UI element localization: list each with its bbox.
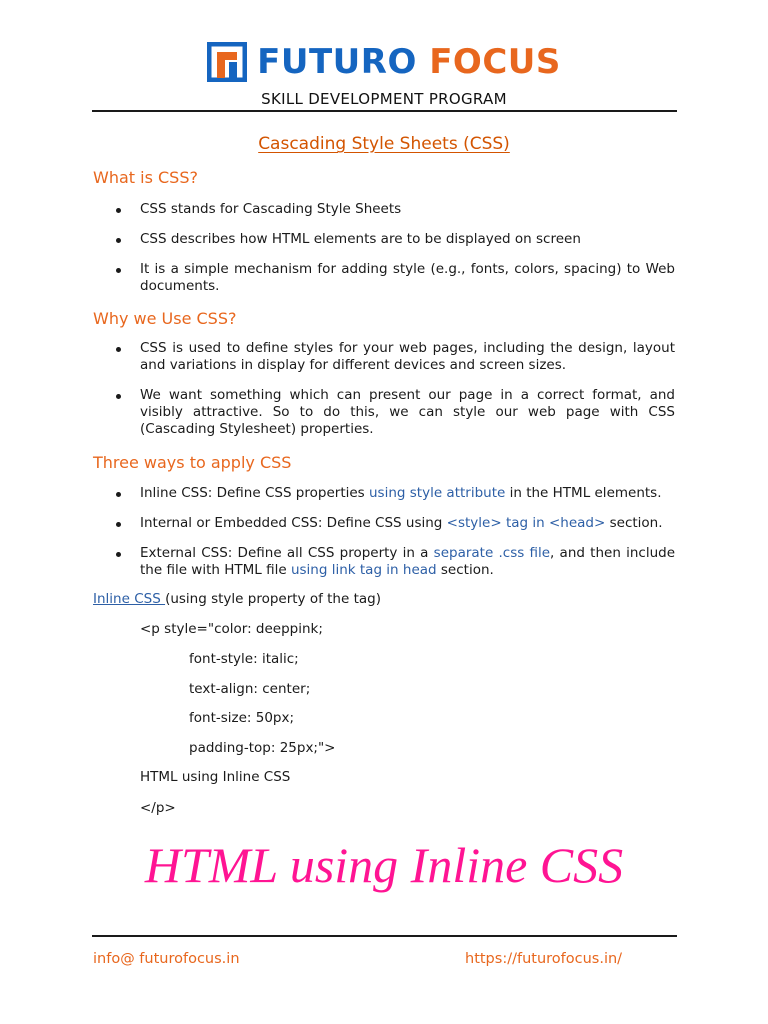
list-item-text: We want something which can present our page in a correct format, and visibly attractive. So to do this, we can style our web page with CSS (Cascading Stylesheet) properties. [140, 387, 675, 437]
inline-css-caption [93, 591, 381, 607]
footer-email[interactable]: info@ futurofocus.in [93, 951, 240, 967]
highlight-text: using style attribute [369, 485, 506, 501]
section-heading-ways: Three ways to apply CSS [93, 453, 292, 472]
list-item [93, 515, 675, 532]
footer-divider [92, 935, 677, 937]
bullet-icon [116, 492, 121, 497]
code-line: font-style: italic; [189, 651, 299, 667]
list-item [93, 201, 675, 218]
list-item-text: It is a simple mechanism for adding style (e.g., fonts, colors, spacing) to Web documents. [140, 261, 675, 294]
bullet-icon [116, 552, 121, 557]
highlight-text: using link tag in head [290, 562, 437, 578]
text-segment: , and then include the file with HTML file [140, 545, 676, 578]
section-heading-what: What is CSS? [93, 168, 198, 187]
code-line: HTML using Inline CSS [140, 769, 291, 785]
footer-website-link[interactable]: https://futurofocus.in/ [465, 951, 623, 967]
highlight-text: <style> tag in <head> [446, 515, 606, 531]
header-divider [92, 110, 677, 112]
list-item-text: CSS stands for Cascading Style Sheets [140, 201, 402, 217]
code-line: padding-top: 25px;"> [189, 740, 336, 756]
bullet-icon [116, 208, 121, 213]
list-item-text: CSS is used to define styles for your web pages, including the design, layout and variations in display for different devices and screen sizes. [140, 340, 675, 373]
list-item [93, 485, 675, 502]
list-item [93, 387, 675, 438]
code-line: font-size: 50px; [189, 710, 295, 726]
highlight-text: separate .css file [433, 545, 551, 561]
list-item [93, 261, 675, 295]
list-item [93, 231, 675, 248]
section-heading-why: Why we Use CSS? [93, 309, 237, 328]
inline-css-link[interactable]: Inline CSS [93, 591, 166, 607]
text-segment: section. [605, 515, 663, 531]
list-item-text: CSS describes how HTML elements are to be displayed on screen [140, 231, 581, 247]
page-title: Cascading Style Sheets (CSS) [258, 134, 510, 154]
list-item [93, 545, 675, 579]
bullet-icon [116, 394, 121, 399]
brand-header [0, 42, 768, 82]
inline-css-caption-suffix: (using style property of the tag) [165, 591, 381, 607]
ways-list [93, 485, 675, 592]
list-item [93, 340, 675, 374]
brand-name [257, 42, 561, 82]
text-segment: Internal or Embedded CSS: Define CSS using [140, 515, 447, 531]
what-list [93, 201, 675, 308]
bullet-icon [116, 522, 121, 527]
brand-name-part2: FOCUS [429, 42, 561, 82]
code-line: text-align: center; [189, 681, 311, 697]
futuro-focus-logo-icon [207, 42, 247, 82]
program-subtitle: SKILL DEVELOPMENT PROGRAM [261, 90, 507, 108]
bullet-icon [116, 347, 121, 352]
text-segment: Inline CSS: Define CSS properties [140, 485, 369, 501]
text-segment: External CSS: Define all CSS property in a [140, 545, 434, 561]
inline-css-rendered-output: HTML using Inline CSS [144, 837, 624, 893]
brand-name-part1: FUTURO [257, 42, 417, 82]
bullet-icon [116, 238, 121, 243]
why-list [93, 340, 675, 451]
bullet-icon [116, 268, 121, 273]
text-segment: in the HTML elements. [505, 485, 662, 501]
text-segment: section. [436, 562, 494, 578]
code-line: </p> [140, 800, 176, 816]
code-line: <p style="color: deeppink; [140, 621, 323, 637]
